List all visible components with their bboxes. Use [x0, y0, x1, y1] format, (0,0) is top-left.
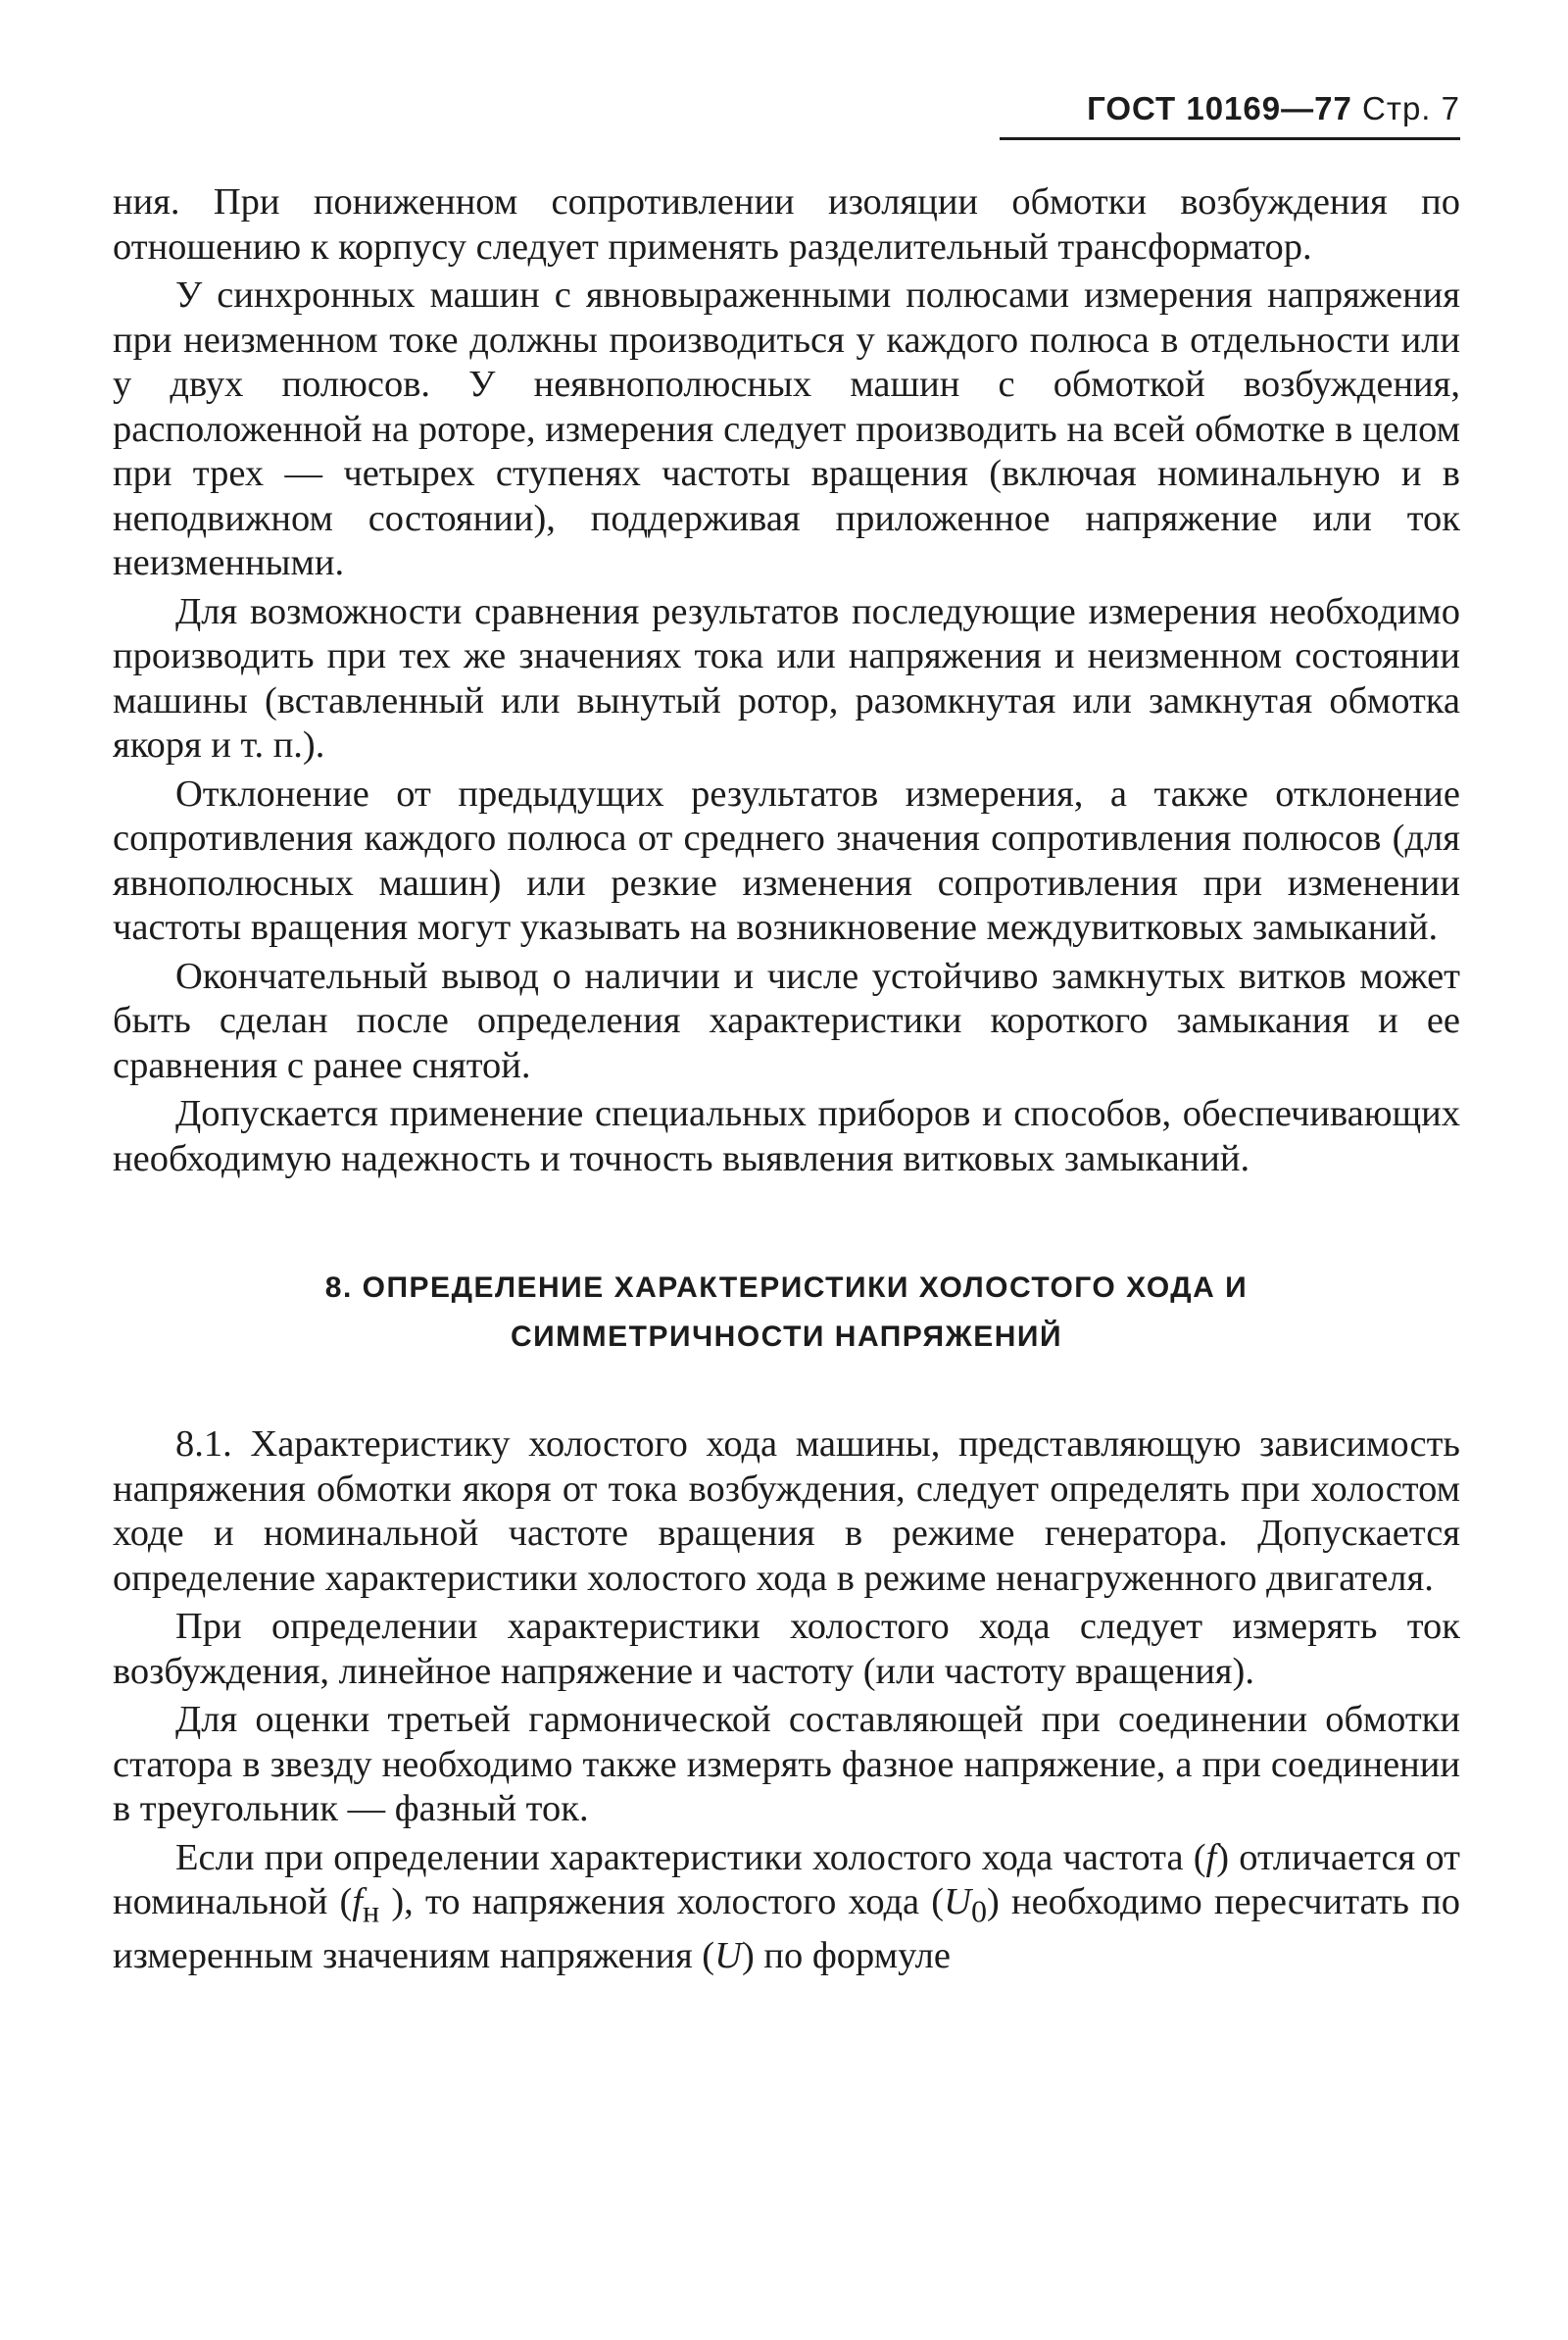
page-number: Стр. 7 [1362, 90, 1460, 126]
paragraph: При определении характеристики холостого хода следует измерять ток возбуждения, линейное напряжение и частоту (или частоту вращения). [113, 1606, 1460, 1692]
paragraph: Для возможности сравнения результатов последующие измерения необходимо производить при тех же значениях тока или напряжения и неизменном состоянии машины (вставленный или вынутый ротор, разомкнутая или замкнутая обмотка якоря и т. п.). [113, 590, 1460, 766]
no-load-voltage-symbol: U [944, 1881, 971, 1922]
text-run: ) по формуле [741, 1935, 951, 1977]
page-header [1000, 90, 1460, 140]
formula-paragraph [113, 1836, 1460, 1979]
paragraph: Отклонение от предыдущих результатов измерения, а также отклонение сопротивления каждого полюса от среднего значения сопротивления полюсов (для явнополюсных машин) или резкие изменения сопротивления при изменении частоты вращения могут указывать на возникновение междувитковых замыканий. [113, 772, 1460, 948]
frequency-symbol: f [1205, 1836, 1217, 1878]
section-heading [113, 1264, 1460, 1362]
paragraph: 8.1. Характеристику холостого хода машины, представляющую зависимость напряжения обмотки якоря от тока возбуждения, следует определять при холостом ходе и номинальной частоте вращения в режиме генератора. Допускается определение характеристики холостого хода в режиме ненагруженного двигателя. [113, 1423, 1460, 1599]
paragraph: Допускается применение специальных приборов и способов, обеспечивающих необходимую надежность и точность выявления витковых замыканий. [113, 1093, 1460, 1179]
standard-number: ГОСТ 10169—77 [1087, 90, 1352, 126]
text-run: ) отличается от номинальной ( [113, 1836, 1460, 1922]
voltage-symbol: U [714, 1935, 742, 1977]
section-heading-line: СИММЕТРИЧНОСТИ НАПРЯЖЕНИЙ [510, 1320, 1063, 1353]
text-run: Если при определении характеристики холостого хода частота ( [175, 1836, 1206, 1878]
paragraph: Для оценки третьей гармонической составляющей при соединении обмотки статора в звезду необходимо также измерять фазное напряжение, а при соединении в треугольник — фазный ток. [113, 1699, 1460, 1829]
section-heading-line: 8. ОПРЕДЕЛЕНИЕ ХАРАКТЕРИСТИКИ ХОЛОСТОГО ХОДА И [324, 1271, 1249, 1304]
subscript: 0 [970, 1893, 987, 1929]
paragraph: У синхронных машин с явновыраженными полюсами измерения напряжения при неизменном токе должны производиться у каждого полюса в отдельности или у двух полюсов. У неявнополюсных машин с обмоткой возбуждения, расположенной на роторе, измерения следует производить на всей обмотке в целом при трех — четырех ступенях частоты вращения (включая номинальную и в неподвижном состоянии), поддерживая приложенное напряжение или ток неизменными. [113, 274, 1460, 583]
text-run: ), то напряжения холостого хода ( [379, 1881, 945, 1922]
paragraph: Окончательный вывод о наличии и числе устойчиво замкнутых витков может быть сделан после определения характеристики короткого замыкания и ее сравнения с ранее снятой. [113, 955, 1460, 1086]
text-run: ) необходимо пересчитать по измеренным значениям напряжения ( [113, 1881, 1460, 1977]
document-body [113, 180, 1460, 1983]
subscript: н [363, 1893, 380, 1929]
nominal-frequency-symbol: f [352, 1881, 364, 1922]
paragraph: ния. При пониженном сопротивлении изоляции обмотки возбуждения по отношению к корпусу следует применять разделительный трансформатор. [113, 181, 1460, 268]
